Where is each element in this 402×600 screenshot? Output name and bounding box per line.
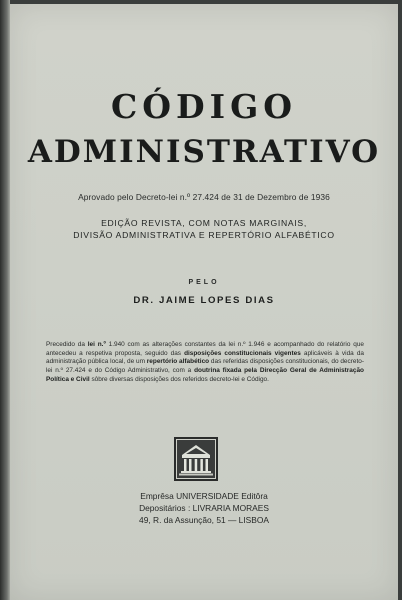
edition-line-2: DIVISÃO ADMINISTRATIVA E REPERTÓRIO ALFABÉTICO (73, 230, 335, 240)
title-line-1: CÓDIGO (111, 87, 297, 126)
publisher-line-2: Depositários : LIVRARIA MORAES (139, 503, 269, 513)
description-bold-3: repertório alfabético (146, 358, 210, 366)
description-text-2: 1.940 com as alterações constantes da lei n.º 1.946 e acompanhado do relatório que antecedeu a respetiva proposta, seguido das (46, 341, 364, 357)
publisher-line-1: Emprêsa UNIVERSIDADE Editôra (140, 491, 268, 501)
approval-note: Aprovado pelo Decreto-lei n.º 27.424 de 31 de Dezembro de 1936 (78, 192, 330, 202)
description-bold-1: lei n.º (87, 341, 106, 348)
description-paragraph (46, 341, 364, 385)
title-page (10, 4, 398, 600)
description-bold-2: disposições constitucionais vigentes (184, 349, 301, 357)
description-text-5: sôbre diversas disposições dos referidos decreto-lei e Código. (89, 375, 269, 383)
edition-line-1: EDIÇÃO REVISTA, COM NOTAS MARGINAIS, (101, 218, 307, 228)
publisher-line-3: 49, R. da Assunção, 51 — LISBOA (139, 515, 269, 525)
title-line-2: ADMINISTRATIVO (27, 134, 381, 170)
description-text-1: Precedido da (46, 341, 88, 348)
author-name: DR. JAIME LOPES DIAS (133, 295, 275, 306)
by-label: PELO (188, 279, 220, 286)
description-text-3: aplicáveis à vida da administração pública local, de um (46, 349, 364, 366)
book-binding-edge (0, 0, 10, 600)
description-text-4: das referidas disposições constitucionais, do decreto-lei n.º 27.424 e do Código Administrativo, com a (46, 358, 364, 375)
description-bold-4: doutrina fixada pela Direcção Geral de Administração Política e Civil (46, 367, 364, 383)
university-building-emblem-icon (174, 437, 218, 481)
